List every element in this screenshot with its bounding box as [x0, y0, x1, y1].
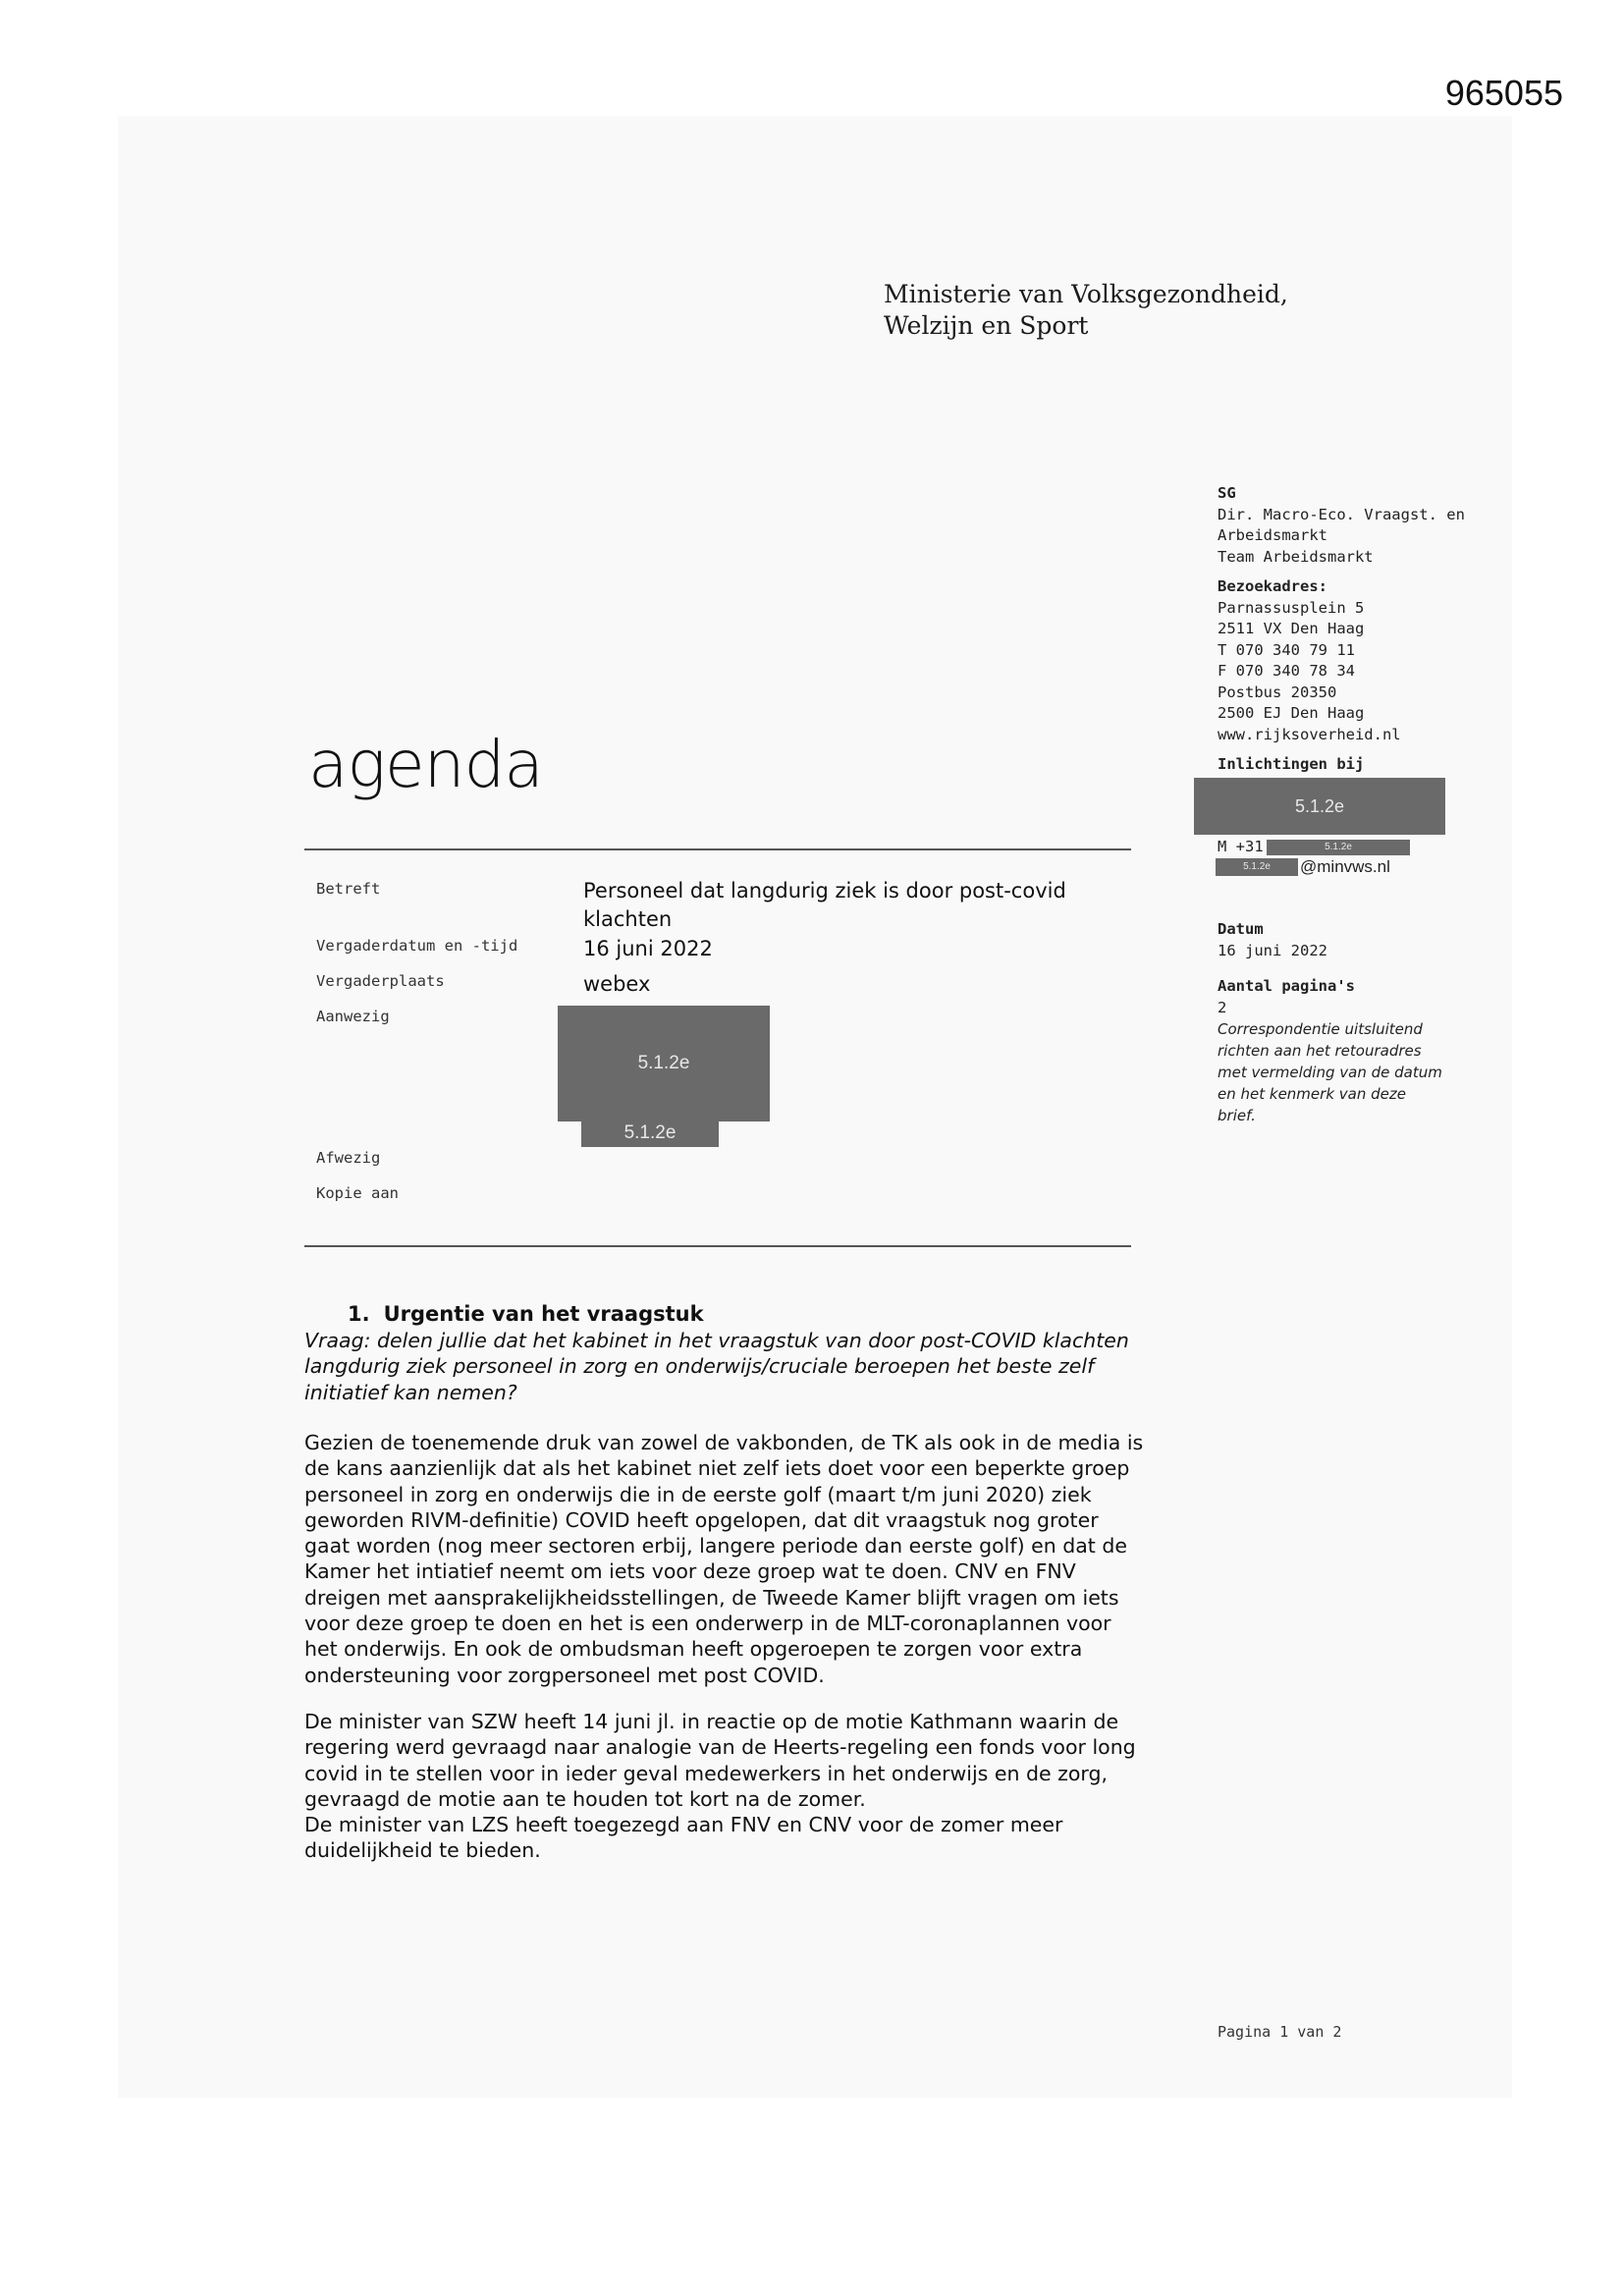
paragraph-line: De minister van SZW heeft 14 juni jl. in reactie op de motie Kathmann waarin de [304, 1710, 1119, 1733]
paragraph-line: duidelijkheid te bieden. [304, 1838, 541, 1863]
paragraph-line: de kans aanzienlijk dat als het kabinet niet zelf iets doet voor een beperkte groep [304, 1456, 1130, 1481]
document-number: 965055 [1444, 73, 1563, 113]
betreft-label: Betreft [316, 880, 381, 898]
redaction-email: 5.1.2e [1216, 858, 1298, 876]
correspondence-note-line: brief. [1218, 1107, 1256, 1124]
aanwezig-label: Aanwezig [316, 1008, 390, 1025]
address-line: 2511 VX Den Haag [1218, 620, 1365, 637]
address-line: Postbus 20350 [1218, 683, 1337, 701]
question-line: initiatief kan nemen? [304, 1380, 517, 1404]
betreft-value-line: klachten [583, 907, 673, 931]
paragraph-1 [304, 1430, 1208, 1688]
ministry-line-1: Ministerie van Volksgezondheid, [884, 280, 1288, 308]
redaction-aanwezig: 5.1.2e [558, 1006, 770, 1121]
datum-block [1218, 918, 1473, 1126]
paragraph-line: ondersteuning voor zorgpersoneel met post COVID. [304, 1663, 825, 1687]
paragraph-line: gevraagd de motie aan te houden tot kort na de zomer. [304, 1786, 866, 1811]
org-line: Arbeidsmarkt [1218, 526, 1327, 544]
mobile-prefix: M +31 [1218, 838, 1264, 855]
question-paragraph [304, 1328, 1208, 1405]
afwezig-label: Afwezig [316, 1149, 381, 1167]
correspondence-note-line: met vermelding van de datum [1218, 1064, 1442, 1081]
vergaderdatum-label: Vergaderdatum en -tijd [316, 937, 518, 955]
divider-bottom [304, 1245, 1131, 1247]
betreft-value [583, 877, 1094, 934]
paragraph-line: geworden RIVM-definitie) COVID heeft opgelopen, dat dit vraagstuk nog groter [304, 1507, 1099, 1532]
sender-info [1218, 483, 1463, 776]
question-line: Vraag: delen jullie dat het kabinet in het vraagstuk van door post-COVID klachten [304, 1329, 1129, 1352]
paragraph-line: covid in te stellen voor in ieder geval medewerkers in het onderwijs en de zorg, [304, 1761, 1109, 1785]
agenda-title: agenda [308, 727, 543, 802]
org-head: SG [1218, 484, 1236, 502]
ministry-logo-text [884, 279, 1288, 342]
inlichtingen-head: Inlichtingen bij [1218, 755, 1365, 773]
redaction-inlichtingen: 5.1.2e [1194, 778, 1445, 835]
address-head: Bezoekadres: [1218, 577, 1327, 595]
paragraph-line: gaat worden (nog meer sectoren erbij, langere periode dan eerste golf) en dat de [304, 1534, 1127, 1558]
datum-value: 16 juni 2022 [1218, 942, 1327, 959]
pages-head: Aantal pagina's [1218, 977, 1355, 995]
correspondence-note-line: en het kenmerk van deze [1218, 1085, 1406, 1103]
website-line: www.rijksoverheid.nl [1218, 725, 1401, 743]
redaction-aanwezig-2: 5.1.2e [581, 1120, 719, 1147]
org-line: Dir. Macro-Eco. Vraagst. en [1218, 505, 1465, 523]
correspondence-note-line: Correspondentie uitsluitend [1218, 1020, 1423, 1038]
pages-value: 2 [1218, 999, 1227, 1016]
address-line: T 070 340 79 11 [1218, 640, 1355, 659]
paragraph-line: De minister van LZS heeft toegezegd aan FNV en CNV voor de zomer meer [304, 1813, 1063, 1837]
address-line: 2500 EJ Den Haag [1218, 704, 1365, 722]
address-line: Parnassusplein 5 [1218, 598, 1365, 617]
paragraph-line: regering werd gevraagd naar analogie van de Heerts-regeling een fonds voor long [304, 1735, 1136, 1760]
datum-head: Datum [1218, 920, 1264, 938]
paragraph-line: Kamer het intiatief neemt om iets voor deze groep wat te doen. CNV en FNV [304, 1559, 1076, 1584]
section-heading [348, 1302, 718, 1326]
divider-top [304, 848, 1131, 850]
paragraph-2 [304, 1709, 1208, 1864]
section-title: Urgentie van het vraagstuk [383, 1302, 704, 1326]
vergaderdatum-value: 16 juni 2022 [583, 937, 713, 960]
address-line: F 070 340 78 34 [1218, 662, 1355, 680]
paragraph-line: het onderwijs. En ook de ombudsman heeft opgeroepen te zorgen voor extra [304, 1637, 1083, 1662]
section-number: 1. [348, 1302, 370, 1326]
correspondence-note-line: richten aan het retouradres [1218, 1042, 1422, 1060]
kopie-label: Kopie aan [316, 1184, 399, 1202]
paragraph-line: voor deze groep te doen en het is een onderwerp in de MLT-coronaplannen voor [304, 1612, 1111, 1636]
org-line: Team Arbeidsmarkt [1218, 547, 1374, 566]
paragraph-line: Gezien de toenemende druk van zowel de vakbonden, de TK als ook in de media is [304, 1431, 1144, 1454]
redaction-mobile: 5.1.2e [1267, 840, 1410, 855]
ministry-line-2: Welzijn en Sport [884, 311, 1089, 340]
paragraph-line: dreigen met aansprakelijkheidsstellingen, de Tweede Kamer blijft vragen om iets [304, 1585, 1119, 1610]
question-line: langdurig ziek personeel in zorg en onderwijs/cruciale beroepen het beste zelf [304, 1354, 1095, 1379]
email-suffix: @minvws.nl [1300, 857, 1390, 876]
betreft-value-line: Personeel dat langdurig ziek is door post-covid [583, 879, 1066, 902]
vergaderplaats-label: Vergaderplaats [316, 972, 445, 990]
page-number: Pagina 1 van 2 [1218, 2023, 1342, 2041]
vergaderplaats-value: webex [583, 972, 651, 996]
paragraph-line: personeel in zorg en onderwijs die in de eerste golf (maart t/m juni 2020) ziek [304, 1482, 1092, 1506]
